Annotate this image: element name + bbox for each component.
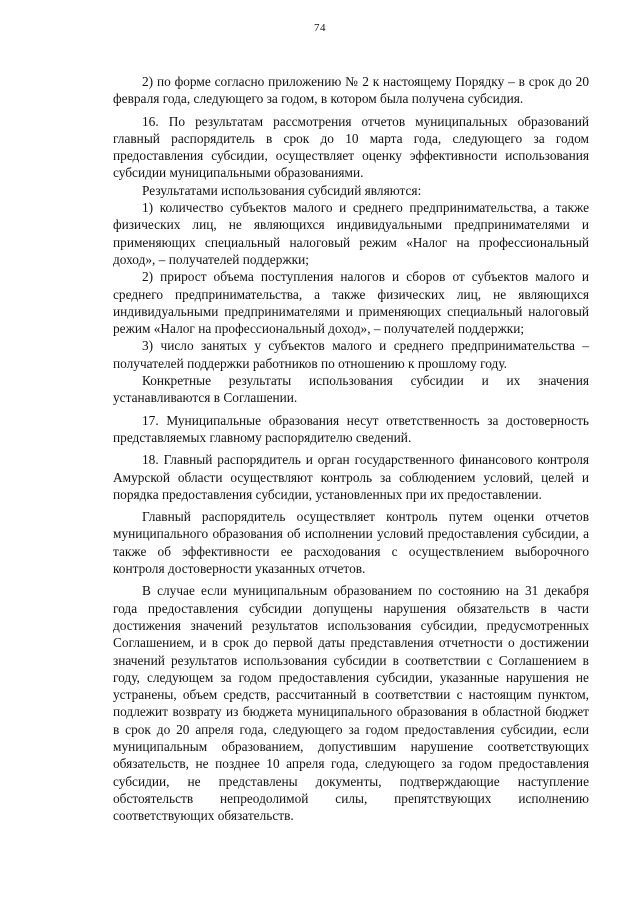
paragraph-results-intro: Результатами использования субсидий являются: [142,182,422,198]
paragraph-16-evaluation: 16. По результатам рассмотрения отчетов муниципальных образований главный распорядитель в срок до 10 марта года, следующего за годом предоставления субсидии, осуществляет оценку эффективности использования субсидии муниципальными образованиями. [113,113,589,181]
document-body [113,73,589,824]
paragraph-deadline-form-2: 2) по форме согласно приложению № 2 к настоящему Порядку – в срок до 20 февраля года, следующего за годом, в котором была получена субсидия. [113,74,589,107]
paragraph-control-method: Главный распорядитель осуществляет контроль путем оценки отчетов муниципального образования об исполнении условий предоставления субсидии, а также об эффективности ее расходования с осуществлением выборочного контроля достоверности указанных отчетов. [113,509,589,577]
paragraph-result-3: 3) число занятых у субъектов малого и среднего предпринимательства – получателей поддержки работников по отношению к прошлому году. [113,338,589,371]
paragraph-result-1: 1) количество субъектов малого и среднего предпринимательства, а также физических лиц, не являющихся индивидуальными предпринимателями и применяющих специальный налоговый режим «Налог на профессиональный доход», – получателей поддержки; [113,200,589,267]
paragraph-result-2: 2) прирост объема поступления налогов и сборов от субъектов малого и среднего предпринимательства, а также физических лиц, не являющихся индивидуальными предпринимателями и применяющих специальный налоговый режим «Налог на профессиональный доход», – получателей поддержки; [113,269,589,337]
page-number: 74 [314,22,326,34]
paragraph-specific-results: Конкретные результаты использования субсидии и их значения устанавливаются в Соглашении. [113,373,589,406]
paragraph-18-control: 18. Главный распорядитель и орган государственного финансового контроля Амурской области осуществляют контроль за соблюдением условий, целей и порядка предоставления субсидии, установленных при их предоставлении. [113,452,589,502]
paragraph-17-responsibility: 17. Муниципальные образования несут ответственность за достоверность представляемых главному распорядителю сведений. [113,412,589,445]
paragraph-violations-refund: В случае если муниципальным образованием по состоянию на 31 декабря года предоставления субсидии допущены нарушения обязательств в части достижения значений результатов использования субсидии, предусмотренных Соглашением, и в срок до первой даты представления отчетности о достижении значений результатов использования субсидии в соответствии с Соглашением в году, следующем за годом предоставления субсидии, указанные нарушения не устранены, объем средств, рассчитанный в соответствии с настоящим пунктом, подлежит возврату из бюджета муниципального образования в областной бюджет в срок до 20 апреля года, следующего за годом предоставления субсидии, если муниципальным образованием, допустившим нарушение соответствующих обязательств, не позднее 10 апреля года, следующего за годом предоставления субсидии, не представлены документы, подтверждающие наступление обстоятельств непреодолимой силы, препятствующих исполнению соответствующих обязательств. [113,583,589,824]
